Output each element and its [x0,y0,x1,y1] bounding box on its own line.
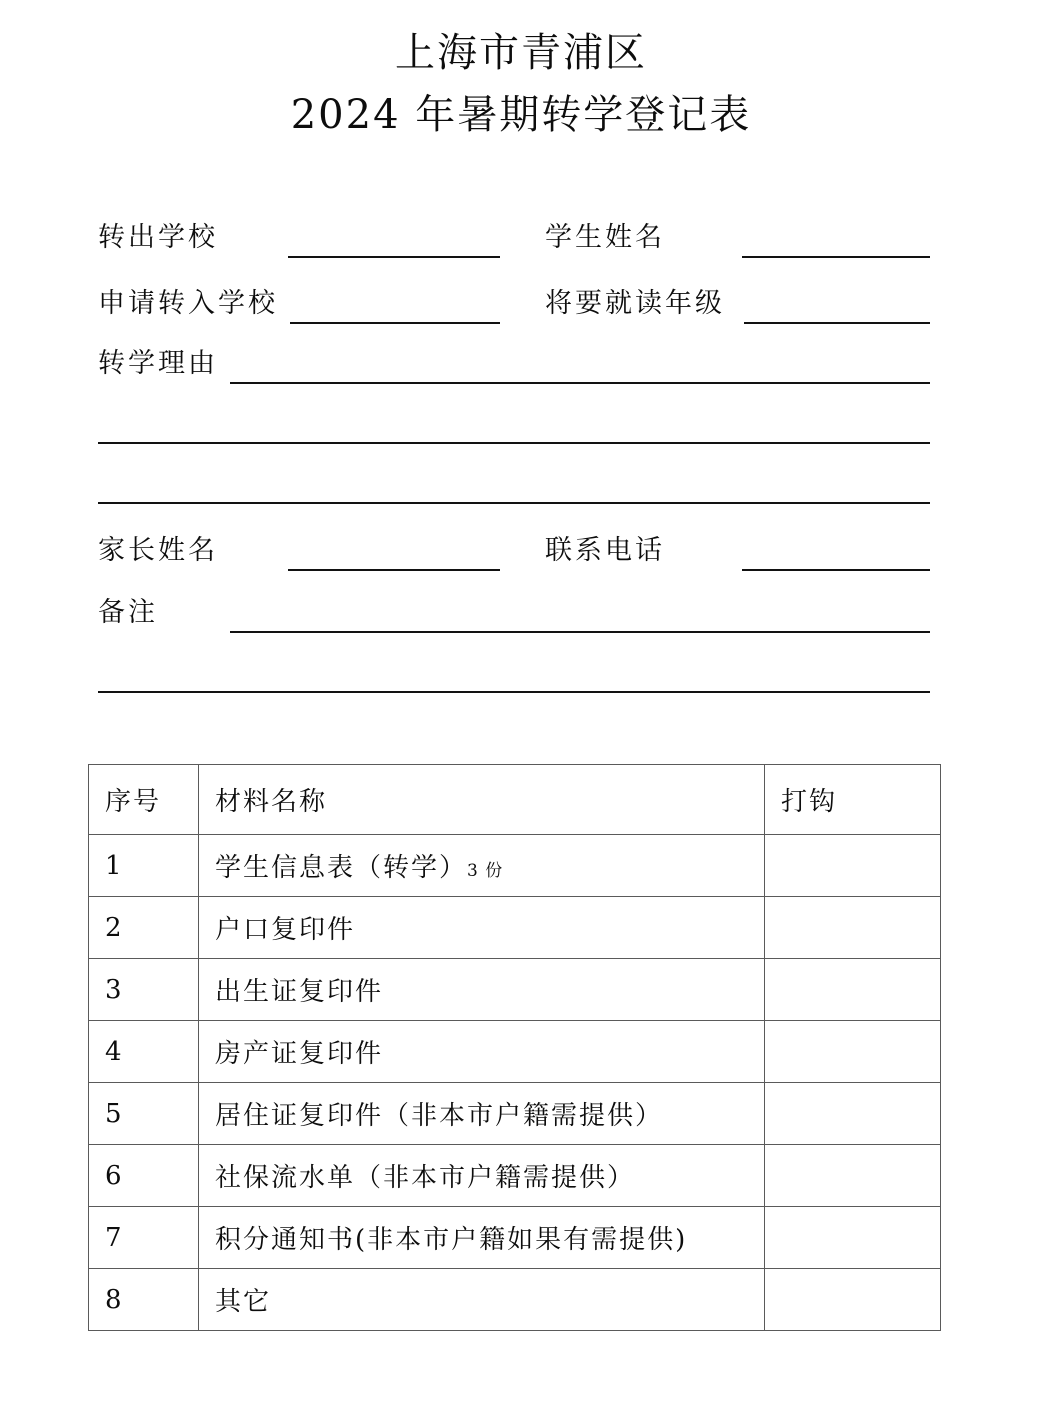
label-parent-name: 家长姓名 [98,535,218,566]
row-name: 其它 [199,1269,765,1331]
input-remarks-line-1[interactable] [230,631,930,633]
input-transfer-reason-line-2[interactable] [98,442,930,444]
row-name: 积分通知书(非本市户籍如果有需提供) [199,1207,765,1269]
input-transfer-reason-line-3[interactable] [98,502,930,504]
label-grade-to-attend: 将要就读年级 [545,288,725,319]
table-row [89,1269,941,1331]
table-header-row [89,765,941,835]
title-line-form-name: 2024 年暑期转学登记表 [290,92,752,138]
row-material-name: 学生信息表（转学） [215,853,468,883]
label-contact-phone: 联系电话 [545,535,665,566]
row-name: 户口复印件 [199,897,765,959]
label-remarks: 备注 [98,597,158,628]
row-name: 出生证复印件 [199,959,765,1021]
table-row [89,1145,941,1207]
input-remarks-line-2[interactable] [98,691,930,693]
header-name: 材料名称 [199,765,765,835]
table-row [89,1021,941,1083]
table-row [89,959,941,1021]
row-no: 1 [89,835,199,897]
label-student-name: 学生姓名 [545,222,665,253]
input-transfer-reason-line-1[interactable] [230,382,930,384]
label-transfer-reason: 转学理由 [98,348,218,379]
label-transfer-out-school: 转出学校 [98,222,218,253]
row-no: 6 [89,1145,199,1207]
row-checkbox-cell[interactable] [765,897,941,959]
row-name: 居住证复印件（非本市户籍需提供） [199,1083,765,1145]
input-contact-phone[interactable] [742,569,930,571]
row-no: 2 [89,897,199,959]
row-no: 4 [89,1021,199,1083]
input-parent-name[interactable] [288,569,500,571]
row-material-qty: 3 份 [467,861,504,881]
table-row [89,1207,941,1269]
row-no: 7 [89,1207,199,1269]
input-transfer-out-school[interactable] [288,256,500,258]
row-checkbox-cell[interactable] [765,959,941,1021]
row-checkbox-cell[interactable] [765,835,941,897]
header-check: 打钩 [765,765,941,835]
row-no: 3 [89,959,199,1021]
row-checkbox-cell[interactable] [765,1021,941,1083]
header-no: 序号 [89,765,199,835]
input-student-name[interactable] [742,256,930,258]
row-checkbox-cell[interactable] [765,1083,941,1145]
row-checkbox-cell[interactable] [765,1207,941,1269]
row-checkbox-cell[interactable] [765,1145,941,1207]
input-grade-to-attend[interactable] [744,322,930,324]
row-checkbox-cell[interactable] [765,1269,941,1331]
table-row [89,1083,941,1145]
row-name [199,835,765,897]
row-no: 8 [89,1269,199,1331]
table-row [89,897,941,959]
input-apply-transfer-in-school[interactable] [290,322,500,324]
materials-checklist-table [88,764,941,1331]
table-row [89,835,941,897]
title-line-district: 上海市青浦区 [395,30,647,76]
row-no: 5 [89,1083,199,1145]
row-name: 社保流水单（非本市户籍需提供） [199,1145,765,1207]
label-apply-transfer-in-school: 申请转入学校 [98,288,278,319]
row-name: 房产证复印件 [199,1021,765,1083]
